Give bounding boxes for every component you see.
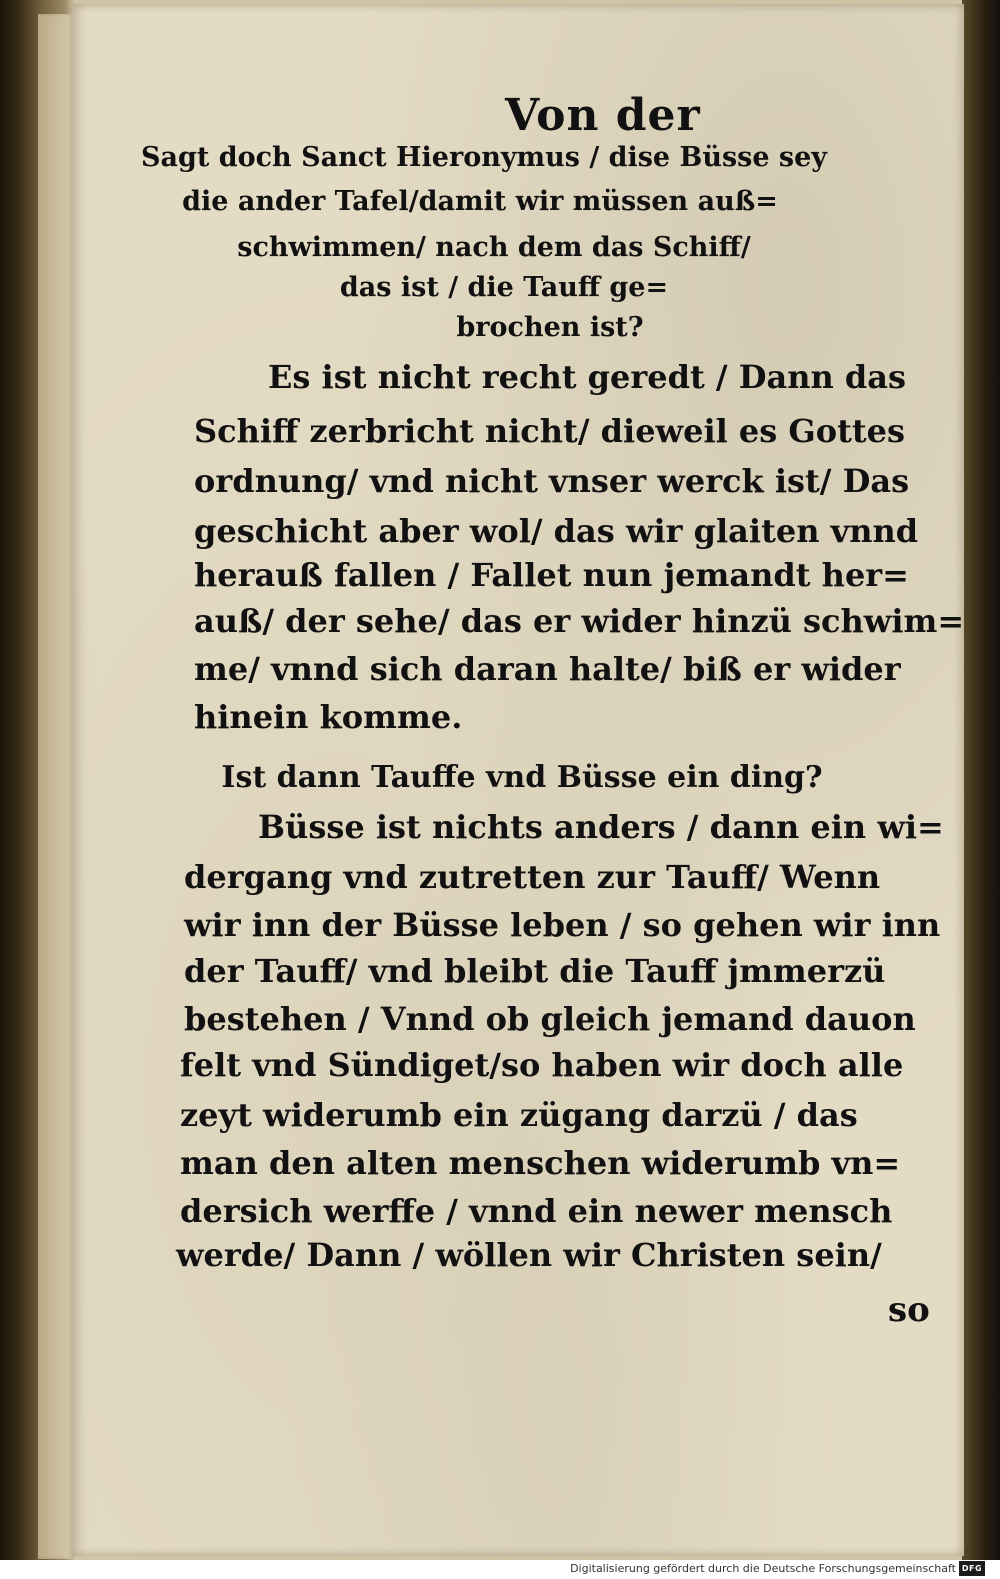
catchword: so (888, 1290, 930, 1330)
answer-line: ordnung/ vnd nicht vnser werck ist/ Das (194, 462, 910, 500)
answer-line: auß/ der sehe/ das er wider hinzü schwim= (194, 602, 965, 640)
answer-line: Schiff zerbricht nicht/ dieweil es Gottes (194, 412, 906, 450)
question-line: schwimmen/ nach dem das Schiff/ (237, 232, 751, 263)
answer-2-line: Büsse ist nichts anders / dann ein wi= (258, 808, 944, 846)
answer-2-line: der Tauff/ vnd bleibt die Tauff jmmerzü (184, 952, 886, 990)
answer-2-line: werde/ Dann / wöllen wir Christen sein/ (176, 1236, 882, 1274)
answer-line: me/ vnnd sich daran halte/ biß er wider (194, 650, 901, 688)
question-line: die ander Tafel/damit wir müssen auß= (182, 186, 778, 217)
answer-2-line: felt vnd Sündiget/so haben wir doch alle (180, 1046, 904, 1084)
answer-line: geschicht aber wol/ das wir glaiten vnnd (194, 512, 919, 550)
answer-line: Es ist nicht recht geredt / Dann das (268, 358, 906, 396)
dfg-logo: DFG (959, 1561, 985, 1576)
answer-2-line: bestehen / Vnnd ob gleich jemand dauon (184, 1000, 916, 1038)
running-head: Von der (505, 90, 701, 141)
footer-credit: Digitalisierung gefördert durch die Deutsche Forschungsgemeinschaft (570, 1562, 956, 1575)
answer-2-line: man den alten menschen widerumb vn= (180, 1144, 901, 1182)
answer-2-line: dersich werffe / vnnd ein newer mensch (180, 1192, 893, 1230)
question-line: das ist / die Tauff ge= (339, 272, 669, 303)
answer-2-line: zeyt widerumb ein zügang darzü / das (180, 1096, 858, 1134)
answer-line: hinein komme. (194, 698, 463, 736)
question-line: Sagt doch Sanct Hieronymus / dise Büsse sey (140, 142, 827, 173)
answer-2-line: wir inn der Büsse leben / so gehen wir inn (184, 906, 941, 944)
answer-line: herauß fallen / Fallet nun jemandt her= (194, 556, 909, 594)
question-line: brochen ist? (456, 312, 644, 343)
question-2: Ist dann Tauffe vnd Büsse ein ding? (221, 760, 823, 795)
answer-2-line: dergang vnd zutretten zur Tauff/ Wenn (184, 858, 881, 896)
